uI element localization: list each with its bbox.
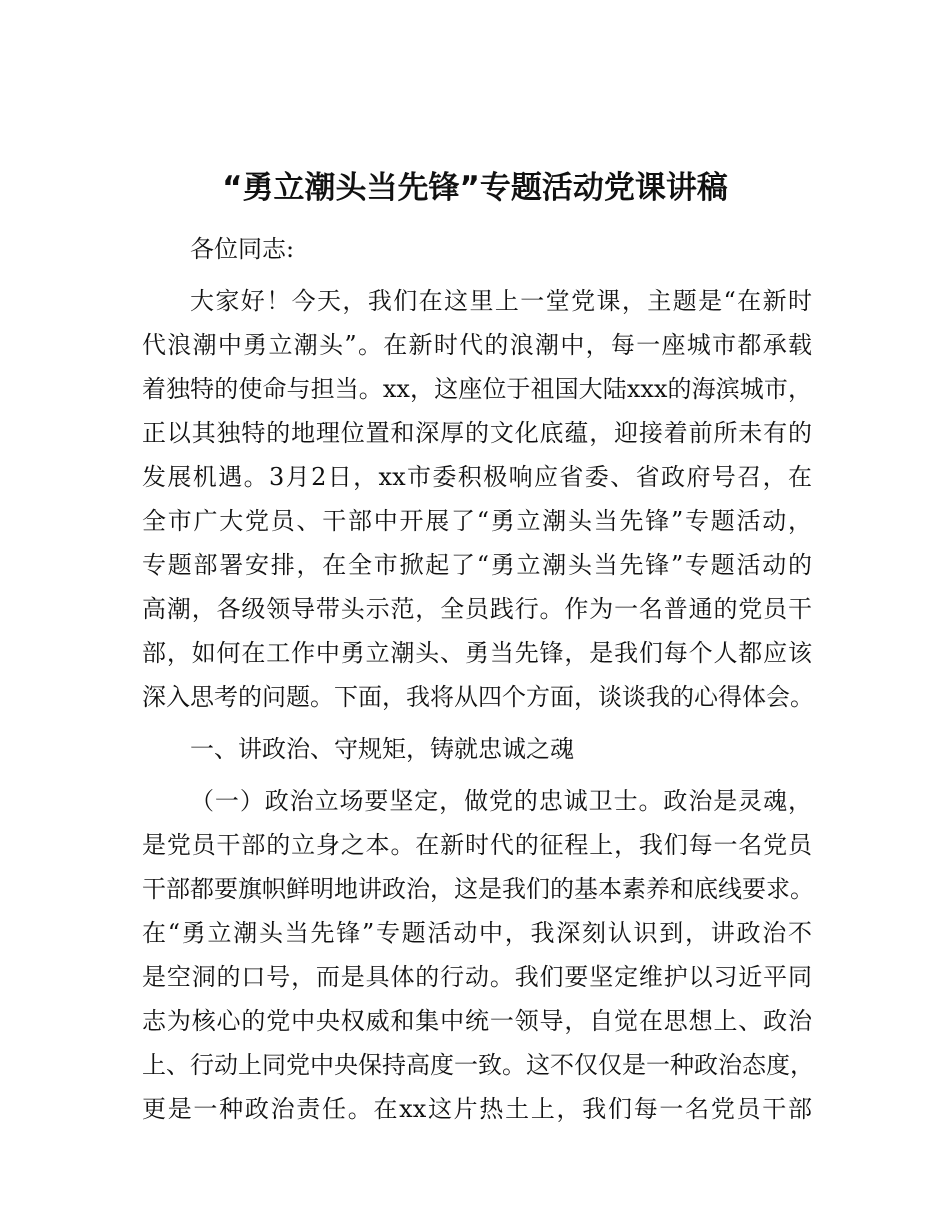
paragraph-line: 是空洞的口号，而是具体的行动。我们要坚定维护以习近平同 [142, 963, 812, 991]
paragraph-line: 部，如何在工作中勇立潮头、勇当先锋，是我们每个人都应该 [142, 639, 812, 667]
paragraph-line: 专题部署安排，在全市掀起了“勇立潮头当先锋”专题活动的 [142, 551, 812, 579]
section-heading: 一、讲政治、守规矩，铸就忠诚之魂 [190, 735, 574, 763]
document-body [142, 227, 812, 1131]
paragraph-line: 全市广大党员、干部中开展了“勇立潮头当先锋”专题活动， [142, 507, 812, 535]
paragraph-line: 大家好！今天，我们在这里上一堂党课，主题是“在新时 [190, 287, 812, 315]
paragraph-line: 干部都要旗帜鲜明地讲政治，这是我们的基本素养和底线要求。 [142, 875, 814, 903]
paragraph-line: 在“勇立潮头当先锋”专题活动中，我深刻认识到，讲政治不 [142, 919, 812, 947]
paragraph-line: 着独特的使命与担当。xx，这座位于祖国大陆xxx的海滨城市， [142, 375, 812, 403]
paragraph-2 [142, 779, 812, 1131]
paragraph-line: 正以其独特的地理位置和深厚的文化底蕴，迎接着前所未有的 [142, 419, 812, 447]
document-title: “勇立潮头当先锋”专题活动党课讲稿 [222, 170, 728, 206]
paragraph-line: 更是一种政治责任。在xx这片热土上，我们每一名党员干部 [142, 1095, 812, 1123]
paragraph-line: 发展机遇。3月2日，xx市委积极响应省委、省政府号召，在 [142, 463, 812, 491]
paragraph-1 [142, 279, 812, 719]
paragraph-line: 高潮，各级领导带头示范，全员践行。作为一名普通的党员干 [142, 595, 812, 623]
salutation: 各位同志: [190, 235, 295, 263]
paragraph-line: 志为核心的党中央权威和集中统一领导，自觉在思想上、政治 [142, 1007, 812, 1035]
paragraph-line: 代浪潮中勇立潮头”。在新时代的浪潮中，每一座城市都承载 [142, 331, 812, 359]
paragraph-line: 是党员干部的立身之本。在新时代的征程上，我们每一名党员 [142, 831, 812, 859]
paragraph-line: 深入思考的问题。下面，我将从四个方面，谈谈我的心得体会。 [142, 683, 814, 711]
paragraph-line: （一）政治立场要坚定，做党的忠诚卫士。政治是灵魂， [190, 787, 812, 815]
paragraph-line: 上、行动上同党中央保持高度一致。这不仅仅是一种政治态度， [142, 1051, 814, 1079]
